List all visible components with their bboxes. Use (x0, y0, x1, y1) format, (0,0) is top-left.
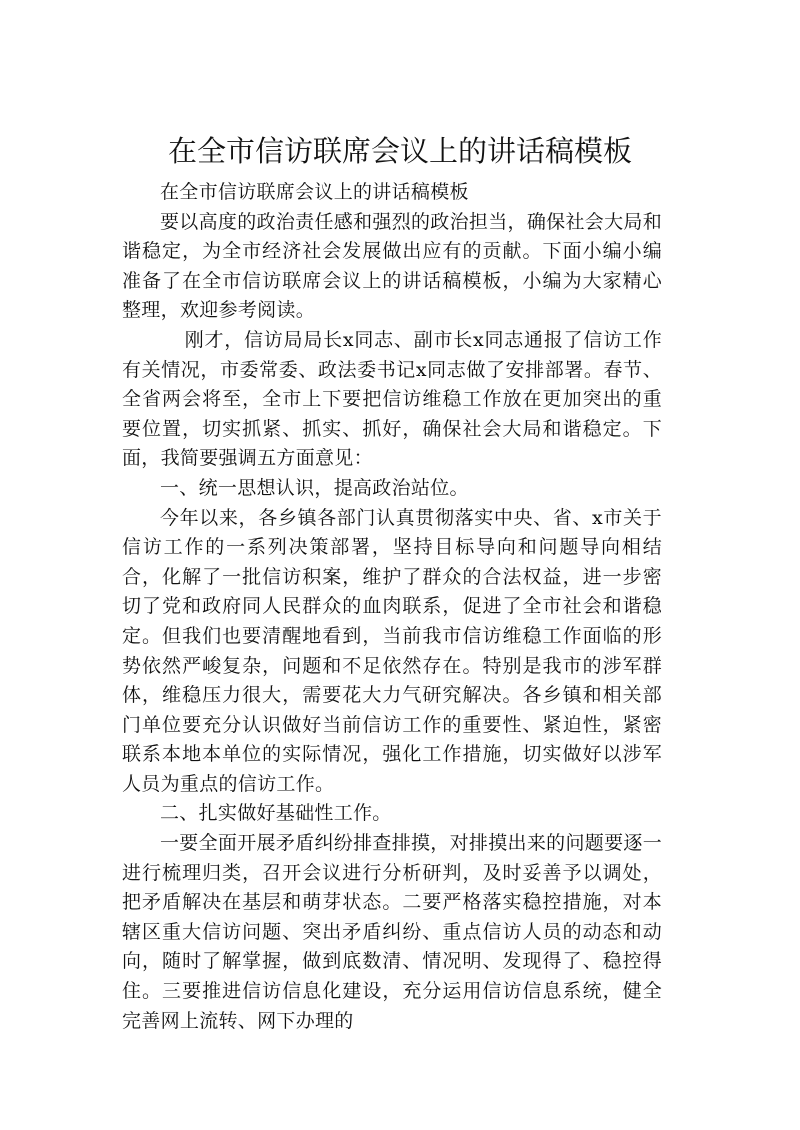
body-paragraph-section-1: 今年以来，各乡镇各部门认真贯彻落实中央、省、x市关于信访工作的一系列决策部署，坚持目标导向和问题导向相结合，化解了一批信访积案，维护了群众的合法权益，进一步密切了党和政府同人民群众的血肉联系，促进了全市社会和谐稳定。但我们也要清醒地看到，当前我市信访维稳工作面临的形势依然严峻复杂，问题和不足依然存在。特别是我市的涉军群体，维稳压力很大，需要花大力气研究解决。各乡镇和相关部门单位要充分认识做好当前信访工作的重要性、紧迫性，紧密联系本地本单位的实际情况，强化工作措施，切实做好以涉军人员为重点的信访工作。 (122, 506, 662, 795)
body-paragraph-heading: 在全市信访联席会议上的讲话稿模板 (160, 181, 469, 203)
body-paragraph-section-2: 一要全面开展矛盾纠纷排查排摸，对排摸出来的问题要逐一进行梳理归类，召开会议进行分析研判，及时妥善予以调处，把矛盾解决在基层和萌芽状态。二要严格落实稳控措施，对本辖区重大信访问题、突出矛盾纠纷、重点信访人员的动态和动向，随时了解掌握，做到底数清、情况明、发现得了、稳控得住。三要推进信访信息化建设，充分运用信访信息系统，健全完善网上流转、网下办理的 (122, 832, 662, 1032)
section-heading-1: 一、统一思想认识，提高政治站位。 (160, 476, 469, 499)
body-paragraph-intro: 要以高度的政治责任感和强烈的政治担当，确保社会大局和谐稳定，为全市经济社会发展做出应有的贡献。下面小编小编准备了在全市信访联席会议上的讲话稿模板，小编为大家精心整理，欢迎参考阅读。 (122, 210, 662, 322)
document-title: 在全市信访联席会议上的讲话稿模板 (167, 134, 632, 169)
section-heading-2: 二、扎实做好基础性工作。 (160, 802, 392, 825)
document-body (122, 178, 662, 1036)
body-paragraph-opening: 刚才，信访局局长x同志、副市长x同志通报了信访工作有关情况，市委常委、政法委书记x同志做了安排部署。春节、全省两会将至，全市上下要把信访维稳工作放在更加突出的重要位置，切实抓紧、抓实、抓好，确保社会大局和谐稳定。下面，我简要强调五方面意见： (122, 328, 662, 470)
